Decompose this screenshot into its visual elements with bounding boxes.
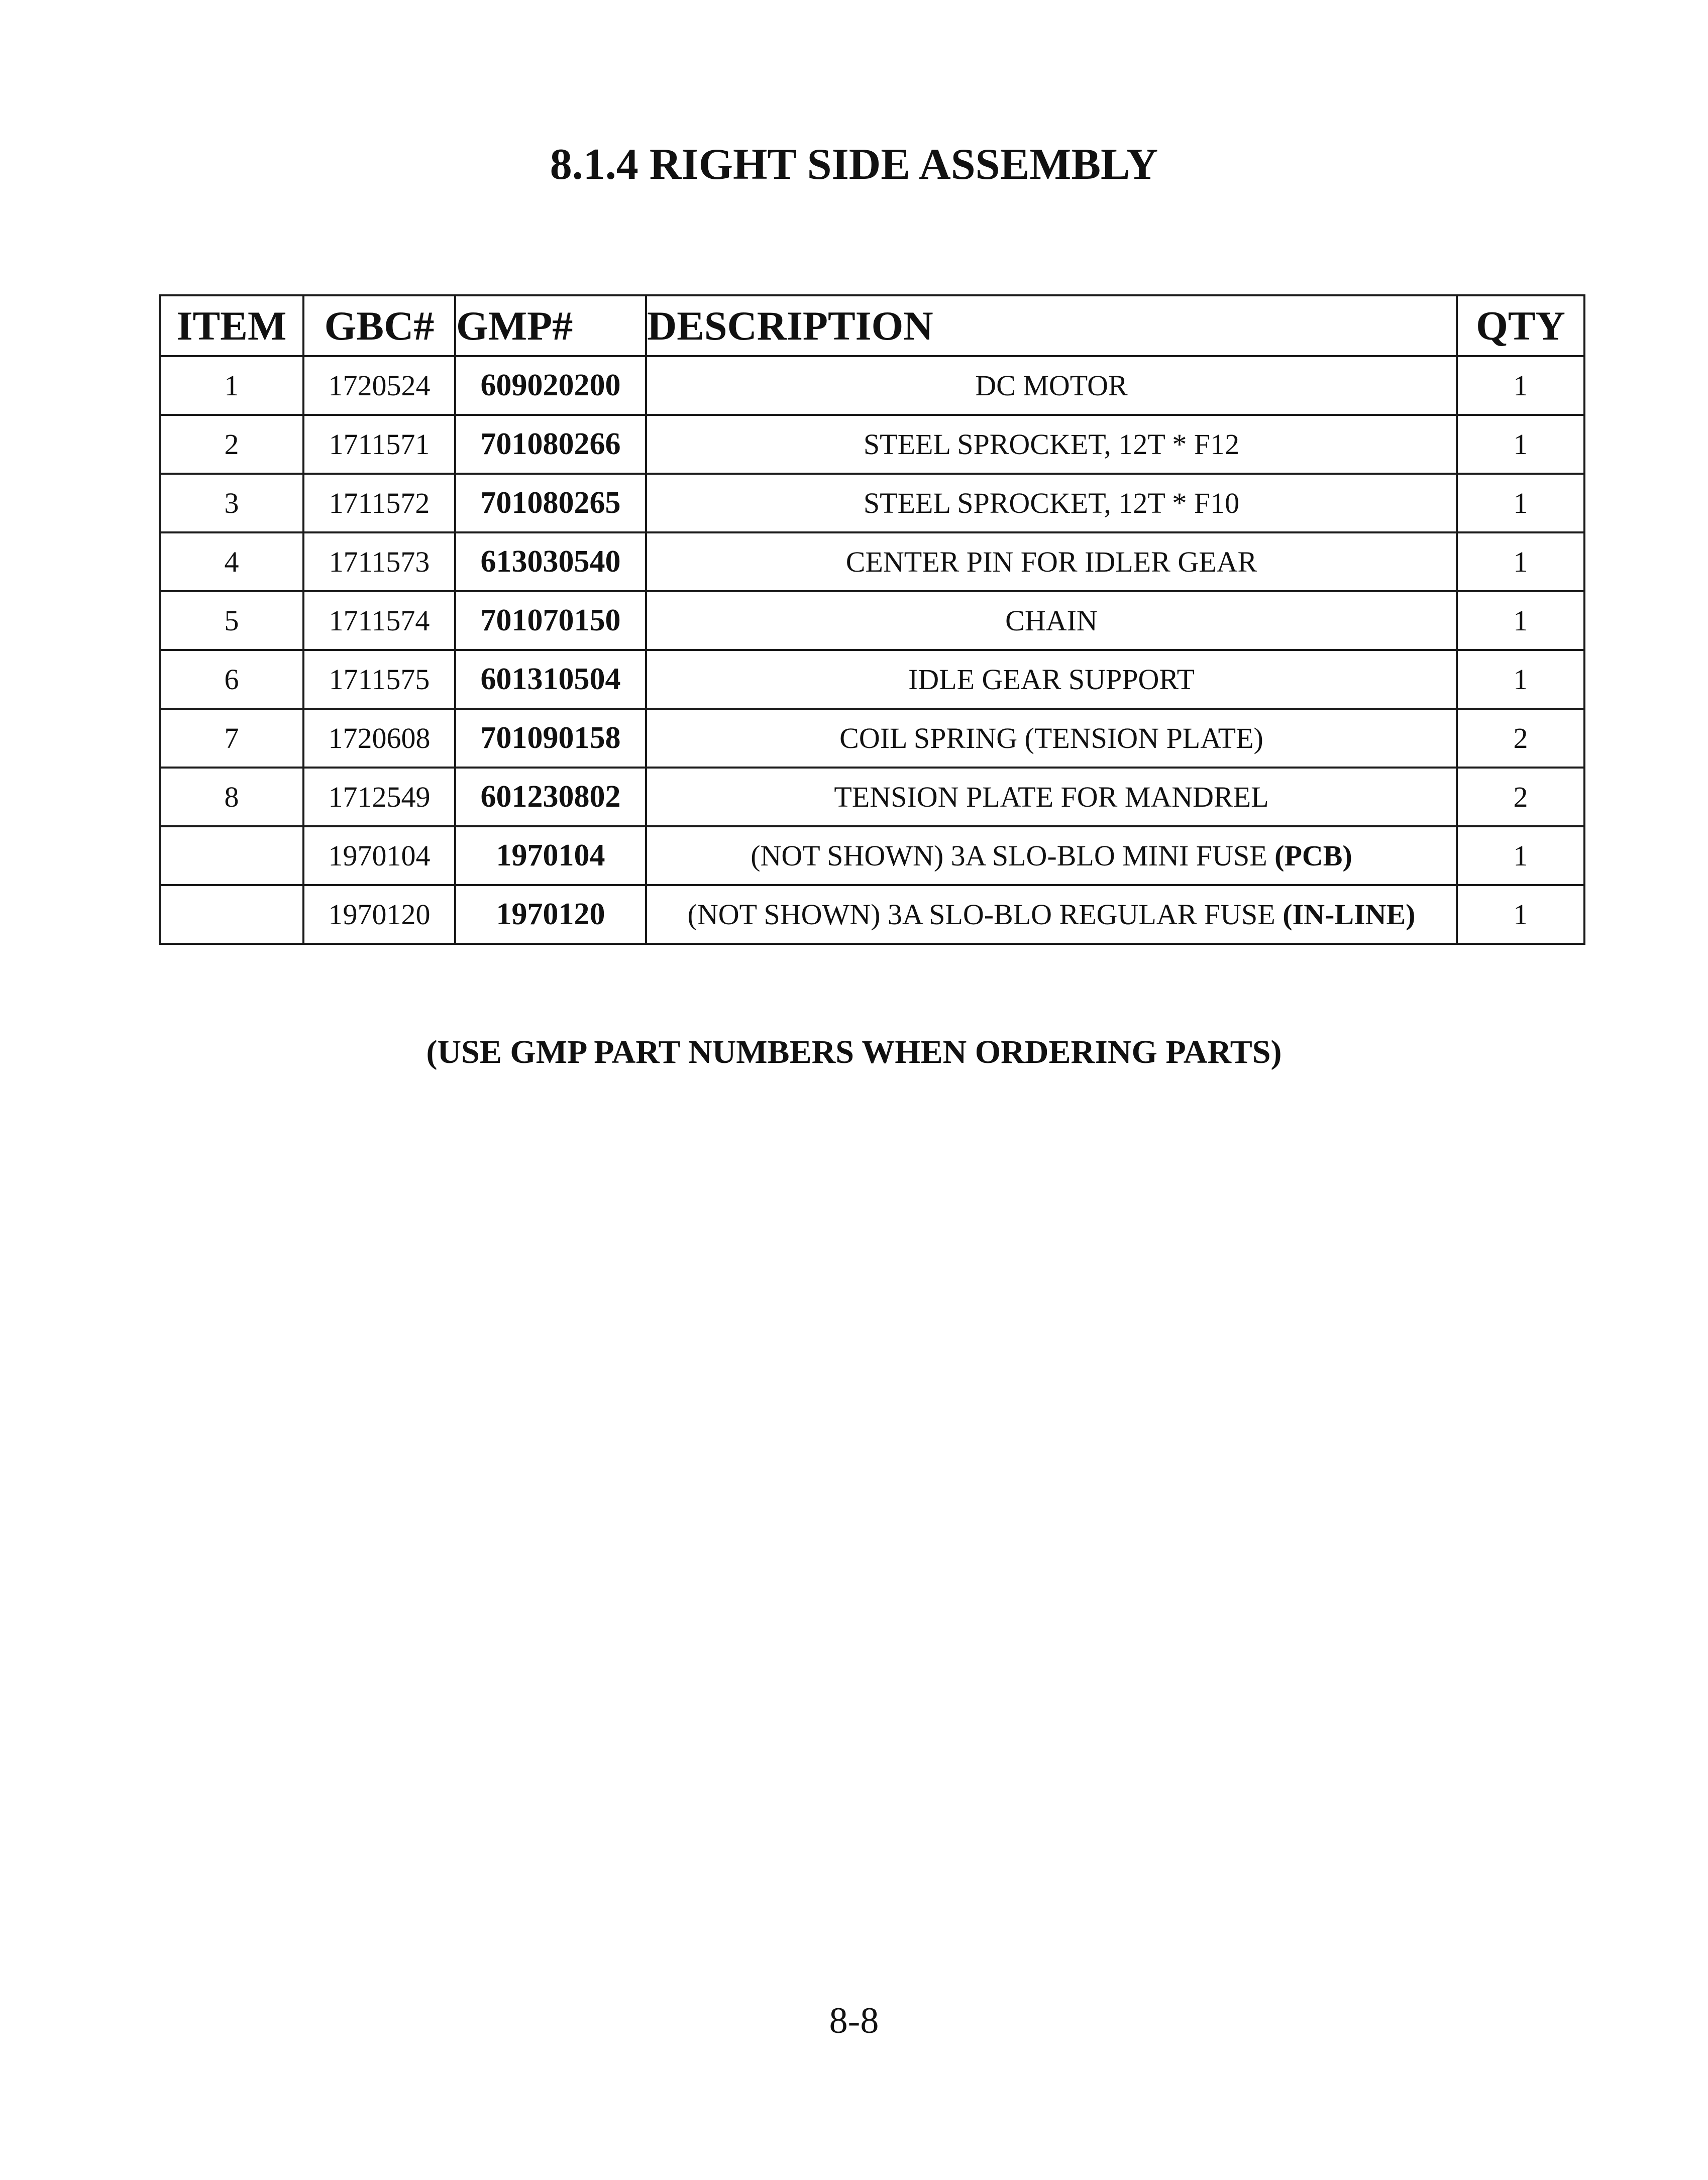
- item-number: [160, 885, 303, 944]
- quantity: 1: [1457, 532, 1584, 591]
- table-row: [160, 650, 1584, 709]
- quantity: 1: [1457, 474, 1584, 532]
- header-item: ITEM: [160, 295, 303, 356]
- table-row: [160, 356, 1584, 415]
- gbc-number: 1711574: [303, 591, 455, 650]
- quantity: 1: [1457, 826, 1584, 885]
- part-description: [646, 356, 1457, 415]
- table-row: [160, 474, 1584, 532]
- header-qty: QTY: [1457, 295, 1584, 356]
- description-text: CHAIN: [1005, 604, 1098, 637]
- quantity: 1: [1457, 591, 1584, 650]
- item-number: 7: [160, 709, 303, 768]
- gbc-number: 1711572: [303, 474, 455, 532]
- part-description: [646, 885, 1457, 944]
- page-title: 8.1.4 RIGHT SIDE ASSEMBLY: [550, 140, 1158, 189]
- quantity: 1: [1457, 415, 1584, 474]
- header-description: DESCRIPTION: [646, 295, 1457, 356]
- quantity: 1: [1457, 650, 1584, 709]
- description-text: COIL SPRING (TENSION PLATE): [839, 722, 1263, 754]
- description-text: (NOT SHOWN) 3A SLO-BLO MINI FUSE: [751, 839, 1275, 872]
- description-text: CENTER PIN FOR IDLER GEAR: [845, 546, 1257, 578]
- part-description: [646, 474, 1457, 532]
- item-number: [160, 826, 303, 885]
- description-text: DC MOTOR: [975, 369, 1128, 402]
- gmp-number: 701080266: [455, 415, 646, 474]
- table-header-row: [160, 295, 1584, 356]
- table-row: [160, 768, 1584, 826]
- description-text: IDLE GEAR SUPPORT: [908, 663, 1195, 696]
- quantity: 2: [1457, 709, 1584, 768]
- gbc-number: 1711573: [303, 532, 455, 591]
- gmp-number: 613030540: [455, 532, 646, 591]
- description-text: STEEL SPROCKET, 12T * F10: [863, 487, 1240, 519]
- gmp-number: 701090158: [455, 709, 646, 768]
- table-row: [160, 415, 1584, 474]
- part-description: [646, 709, 1457, 768]
- description-bold-text: (PCB): [1274, 839, 1352, 872]
- table-row: [160, 709, 1584, 768]
- gmp-number: 701080265: [455, 474, 646, 532]
- gbc-number: 1712549: [303, 768, 455, 826]
- gbc-number: 1711575: [303, 650, 455, 709]
- gbc-number: 1720608: [303, 709, 455, 768]
- gmp-number: 601310504: [455, 650, 646, 709]
- item-number: 2: [160, 415, 303, 474]
- table-row: [160, 826, 1584, 885]
- header-gmp: GMP#: [455, 295, 646, 356]
- description-text: (NOT SHOWN) 3A SLO-BLO REGULAR FUSE: [687, 898, 1283, 931]
- item-number: 8: [160, 768, 303, 826]
- ordering-note: (USE GMP PART NUMBERS WHEN ORDERING PARTS): [426, 1034, 1282, 1070]
- gbc-number: 1970104: [303, 826, 455, 885]
- gbc-number: 1970120: [303, 885, 455, 944]
- gmp-number: 1970104: [455, 826, 646, 885]
- description-text: STEEL SPROCKET, 12T * F12: [863, 428, 1240, 461]
- table-row: [160, 885, 1584, 944]
- gmp-number: 601230802: [455, 768, 646, 826]
- item-number: 3: [160, 474, 303, 532]
- part-description: [646, 532, 1457, 591]
- table-row: [160, 532, 1584, 591]
- part-description: [646, 650, 1457, 709]
- part-description: [646, 768, 1457, 826]
- header-gbc: GBC#: [303, 295, 455, 356]
- description-text: TENSION PLATE FOR MANDREL: [834, 781, 1269, 813]
- gmp-number: 1970120: [455, 885, 646, 944]
- quantity: 1: [1457, 356, 1584, 415]
- item-number: 1: [160, 356, 303, 415]
- item-number: 5: [160, 591, 303, 650]
- part-description: [646, 826, 1457, 885]
- description-bold-text: (IN-LINE): [1283, 898, 1416, 931]
- part-description: [646, 415, 1457, 474]
- quantity: 2: [1457, 768, 1584, 826]
- gbc-number: 1711571: [303, 415, 455, 474]
- parts-table: [159, 294, 1585, 945]
- gbc-number: 1720524: [303, 356, 455, 415]
- quantity: 1: [1457, 885, 1584, 944]
- gmp-number: 701070150: [455, 591, 646, 650]
- gmp-number: 609020200: [455, 356, 646, 415]
- item-number: 6: [160, 650, 303, 709]
- page-number: 8-8: [829, 2000, 879, 2041]
- item-number: 4: [160, 532, 303, 591]
- part-description: [646, 591, 1457, 650]
- table-row: [160, 591, 1584, 650]
